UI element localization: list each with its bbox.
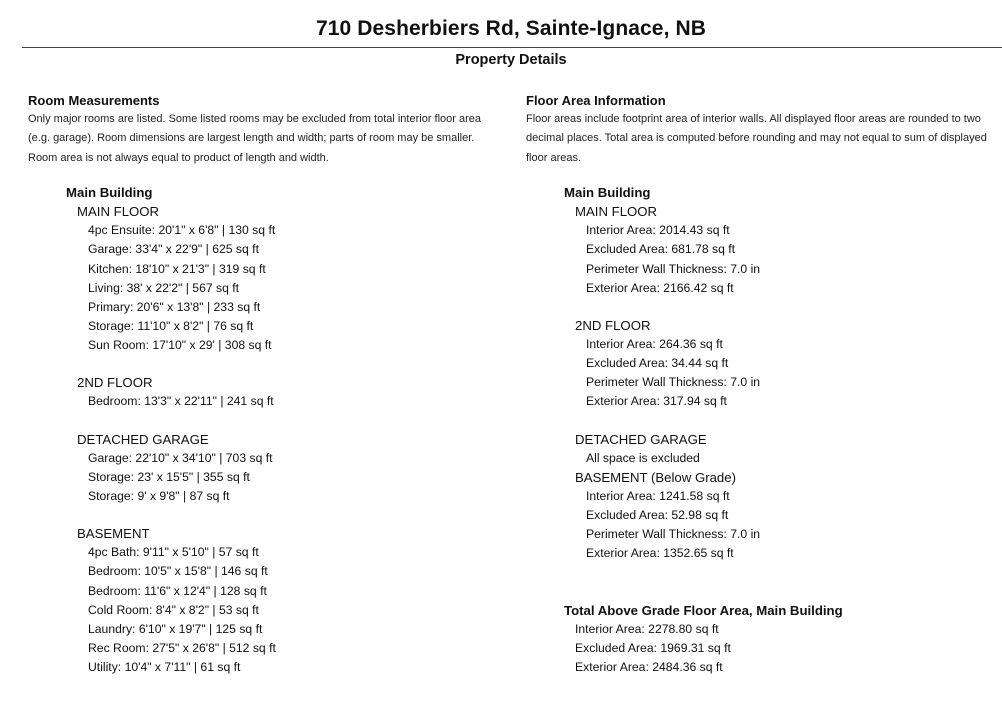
floor-label: 2ND FLOOR [575,317,651,333]
area-entry: Exterior Area: 2166.42 sq ft [586,280,734,295]
room-entry: Garage: 22'10" x 34'10" | 703 sq ft [88,450,273,465]
total-label: Total Above Grade Floor Area, Main Building [564,602,843,618]
note-line: Room area is not always equal to product of length and width. [28,151,329,164]
room-entry: Rec Room: 27'5" x 26'8" | 512 sq ft [88,640,276,655]
floor-label: DETACHED GARAGE [575,431,707,447]
note-line: Floor areas include footprint area of interior walls. All displayed floor areas are rounded to two [526,113,981,125]
area-entry: Interior Area: 2014.43 sq ft [586,223,730,238]
page-subtitle: Property Details [455,52,567,68]
room-entry: Storage: 9' x 9'8" | 87 sq ft [88,488,230,503]
floor-label: 2ND FLOOR [77,375,153,391]
floor-label: MAIN FLOOR [575,204,658,220]
floor-label: MAIN FLOOR [77,204,160,220]
floor-area-list [564,183,843,677]
area-entry: Excluded Area: 52.98 sq ft [586,508,729,523]
room-entry: 4pc Bath: 9'11" x 5'10" | 57 sq ft [88,545,259,560]
area-entry: Exterior Area: 1352.65 sq ft [586,546,734,561]
total-entry: Interior Area: 2278.80 sq ft [575,621,719,636]
note-line: decimal places. Total area is computed before rounding and may not equal to sum of displayed [526,132,987,145]
area-entry: Interior Area: 264.36 sq ft [586,336,723,351]
floor-area-heading: Floor Area Information [526,93,666,108]
room-measurements-intro [28,91,503,168]
room-entry: Sun Room: 17'10" x 29' | 308 sq ft [88,338,272,353]
floor-label: BASEMENT [77,526,150,542]
room-entry: Garage: 33'4" x 22'9" | 625 sq ft [88,242,259,257]
room-entry: Bedroom: 11'6" x 12'4" | 128 sq ft [88,583,267,598]
room-entry: Primary: 20'6" x 13'8" | 233 sq ft [88,299,261,314]
note-line: Only major rooms are listed. Some listed rooms may be excluded from total interior floor area [28,113,482,125]
area-entry: All space is excluded [586,450,700,465]
area-entry: Perimeter Wall Thickness: 7.0 in [586,527,761,542]
area-entry: Excluded Area: 681.78 sq ft [586,242,736,257]
room-entry: Kitchen: 18'10" x 21'3" | 319 sq ft [88,261,266,276]
area-entry: Exterior Area: 317.94 sq ft [586,394,727,409]
room-measurements-heading: Room Measurements [28,93,160,108]
room-entry: Living: 38' x 22'2" | 567 sq ft [88,280,240,295]
note-line: floor areas. [526,151,582,164]
room-entry: Cold Room: 8'4" x 8'2" | 53 sq ft [88,602,259,617]
room-entry: Laundry: 6'10" x 19'7" | 125 sq ft [88,621,263,636]
floor-label: DETACHED GARAGE [77,431,209,447]
area-entry: Interior Area: 1241.58 sq ft [586,488,730,503]
floor-area-note [526,110,1002,168]
room-entry: Storage: 11'10" x 8'2" | 76 sq ft [88,318,254,333]
total-entry: Excluded Area: 1969.31 sq ft [575,640,731,655]
room-entry: Bedroom: 13'3" x 22'11" | 241 sq ft [88,394,274,409]
room-entry: Bedroom: 10'5" x 15'8" | 146 sq ft [88,564,268,579]
total-entry: Exterior Area: 2484.36 sq ft [575,659,723,674]
room-entry: Storage: 23' x 15'5" | 355 sq ft [88,469,250,484]
room-measurements-list [66,183,276,677]
building-label: Main Building [66,185,153,200]
page-title: 710 Desherbiers Rd, Sainte-Ignace, NB [315,17,706,40]
title-divider [22,47,1002,48]
floor-label: BASEMENT (Below Grade) [575,469,736,485]
building-label: Main Building [564,185,651,200]
area-entry: Perimeter Wall Thickness: 7.0 in [586,375,761,390]
note-line: (e.g. garage). Room dimensions are largest length and width; parts of room may be smaller. [28,132,475,145]
room-entry: Utility: 10'4" x 7'11" | 61 sq ft [88,660,241,675]
room-measurements-note [28,110,503,168]
area-entry: Perimeter Wall Thickness: 7.0 in [586,261,761,276]
area-entry: Excluded Area: 34.44 sq ft [586,356,729,371]
room-entry: 4pc Ensuite: 20'1" x 6'8" | 130 sq ft [88,223,276,238]
floor-area-intro [526,91,1002,168]
